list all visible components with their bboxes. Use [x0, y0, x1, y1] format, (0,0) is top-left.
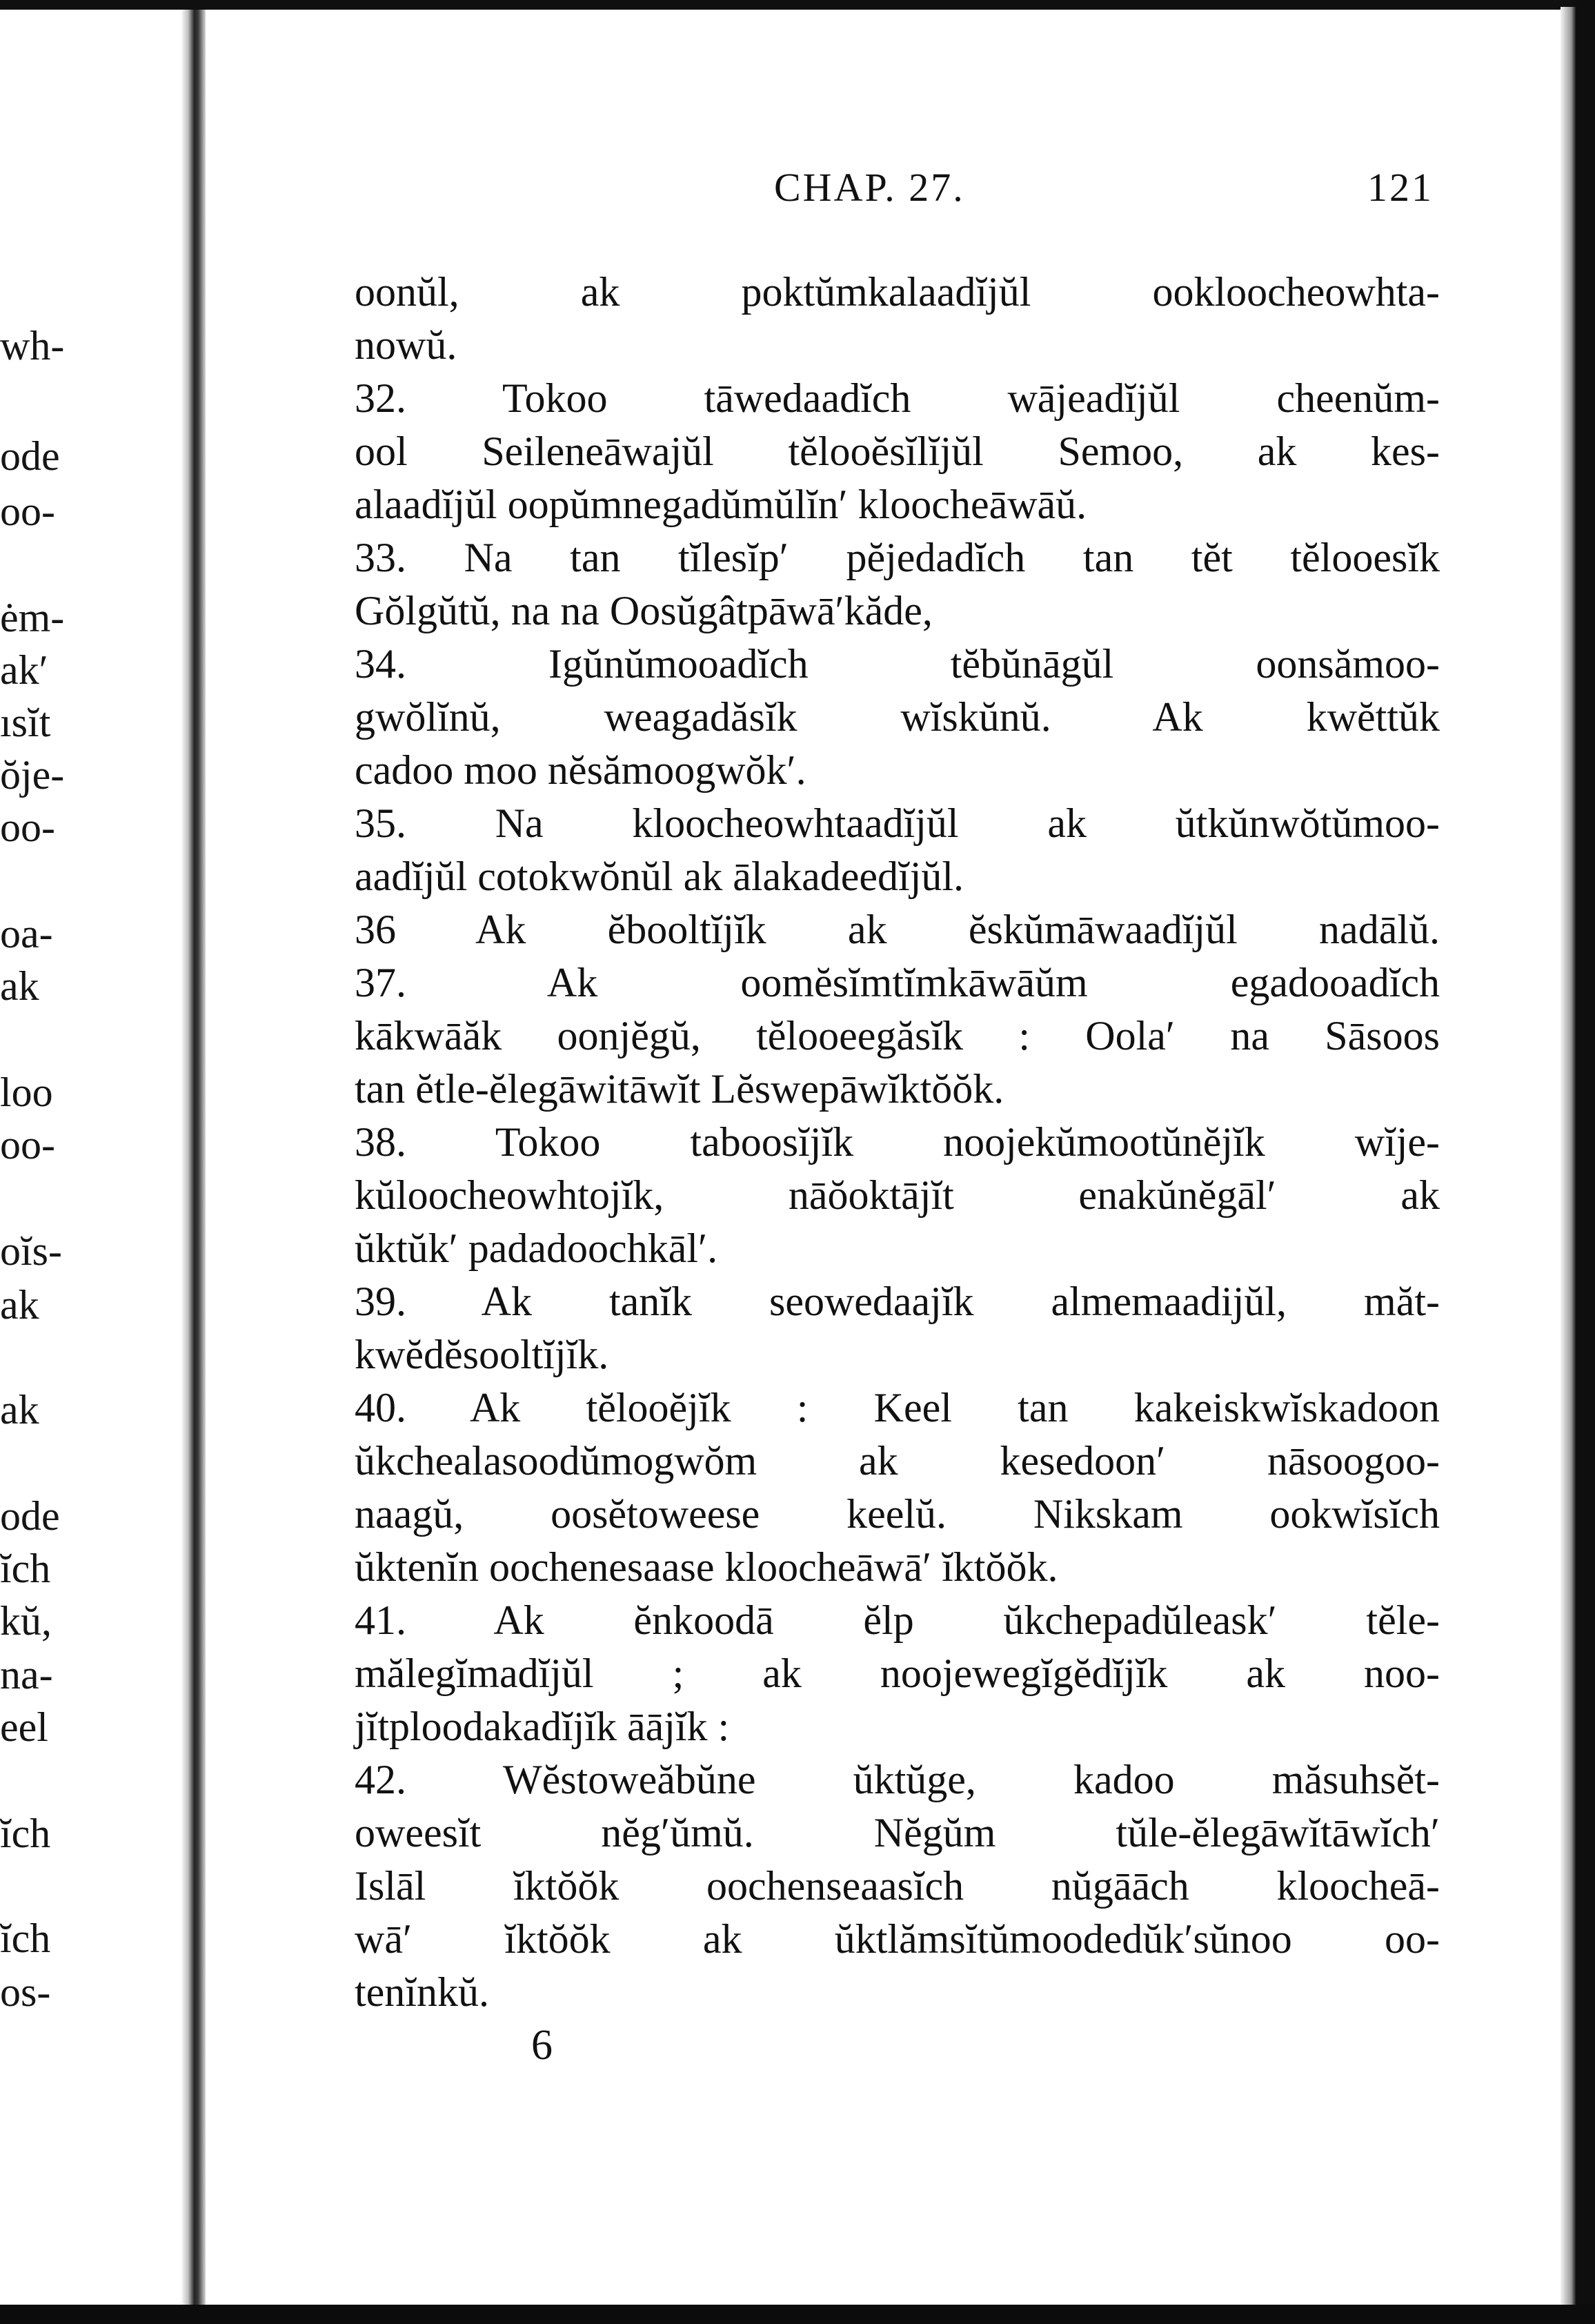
facing-page-fragment: kŭ,	[0, 1598, 52, 1644]
facing-page-fragment: ak′	[0, 647, 48, 693]
text-line: kŭloocheowhtojĭk, nāŏoktājĭt enakŭnĕgāl′ ak	[355, 1172, 1440, 1218]
text-line: ŭkchealasoodŭmogwŏm ak kesedoon′ nāsoogoo-	[355, 1438, 1440, 1484]
facing-page-fragment: oĭs-	[0, 1228, 62, 1274]
facing-page-fragment: ŏje-	[0, 752, 65, 798]
facing-page-fragment: ĭch	[0, 1546, 51, 1591]
page-number: 121	[1367, 165, 1434, 210]
scan-edge-bottom	[0, 2305, 1595, 2324]
facing-page-fragment: ode	[0, 433, 60, 479]
text-line: kākwāăk oonjĕgŭ, tĕlooeegăsĭk : Oola′ na Sāsoos	[355, 1013, 1440, 1058]
text-line: 36 Ak ĕbooltĭjĭk ak ĕskŭmāwaadĭjŭl nadālŭ.	[355, 907, 1440, 952]
facing-page-fragment: os-	[0, 1969, 51, 2015]
text-line: ŭktenĭn oochenesaase kloocheāwā′ ĭktŏŏk.	[355, 1544, 1058, 1590]
facing-page-strip	[0, 10, 186, 2305]
facing-page-fragment: ısĭt	[0, 700, 51, 745]
facing-page-fragment: ĭch	[0, 1811, 51, 1856]
text-line: oweesĭt nĕg′ŭmŭ. Nĕgŭm tŭle-ĕlegāwĭtāwĭch′	[355, 1810, 1440, 1855]
text-line: tenĭnkŭ.	[355, 1969, 489, 2015]
text-line: Gŏlgŭtŭ, na na Oosŭgâtpāwā′kăde,	[355, 588, 933, 633]
facing-page-fragment: oa-	[0, 911, 53, 956]
facing-page-fragment: oo-	[0, 1122, 55, 1168]
facing-page-fragment: oo-	[0, 805, 55, 850]
signature-mark: 6	[531, 2022, 553, 2069]
facing-page-fragment: ode	[0, 1493, 60, 1539]
text-line: 41. Ak ĕnkoodā ĕlp ŭkchepadŭleask′ tĕle-	[355, 1597, 1440, 1643]
text-line: mălegĭmadĭjŭl ; ak noojewegĭgĕdĭjĭk ak noo-	[355, 1651, 1440, 1696]
page-edge-shadow	[1561, 7, 1576, 2308]
text-line: 39. Ak tanĭk seowedaajĭk almemaadijŭl, măt-	[355, 1279, 1440, 1324]
facing-page-fragment: ėm-	[0, 595, 65, 640]
text-line: 42. Wĕstoweăbŭne ŭktŭge, kadoo măsuhsĕt-	[355, 1757, 1440, 1802]
facing-page-fragment: oo-	[0, 489, 55, 534]
facing-page-fragment: loo	[0, 1070, 53, 1115]
text-line: cadoo moo nĕsămoogwŏk′.	[355, 747, 806, 793]
text-line: Islāl ĭktŏŏk oochenseaasĭch nŭgāāch kloocheā-	[355, 1863, 1440, 1909]
text-line: nowŭ.	[355, 322, 457, 368]
text-line: jĭtploodakadĭjĭk āājĭk :	[355, 1704, 730, 1749]
facing-page-fragment: eel	[0, 1704, 48, 1750]
facing-page-fragment: ak	[0, 1387, 39, 1432]
facing-page-fragment: na-	[0, 1652, 53, 1697]
text-line: 32. Tokoo tāwedaadĭch wājeadĭjŭl cheenŭm-	[355, 375, 1440, 421]
text-line: 40. Ak tĕlooĕjĭk : Keel tan kakeiskwĭskadoon	[355, 1385, 1440, 1430]
text-line: naagŭ, oosĕtoweese keelŭ. Nikskam ookwĭsĭch	[355, 1491, 1440, 1537]
text-line: 33. Na tan tĭlesĭp′ pĕjedadĭch tan tĕt tĕlooesĭk	[355, 535, 1440, 580]
book-gutter	[181, 10, 206, 2305]
text-line: tan ĕtle-ĕlegāwitāwĭt Lĕswepāwĭktŏŏk.	[355, 1066, 1004, 1112]
text-line: aadĭjŭl cotokwŏnŭl ak ālakadeedĭjŭl.	[355, 854, 964, 899]
scan-edge-right	[1576, 0, 1595, 2324]
facing-page-fragment: ak	[0, 1282, 39, 1328]
text-line: ŭktŭk′ padadoochkāl′.	[355, 1225, 718, 1271]
text-line: oonŭl, ak poktŭmkalaadĭjŭl ookloocheowhta-	[355, 269, 1440, 315]
text-line: wā′ ĭktŏŏk ak ŭktlămsĭtŭmoodedŭk′sŭnoo oo-	[355, 1916, 1440, 1962]
text-line: ool Seileneāwajŭl tĕlooĕsĭlĭjŭl Semoo, ak kes-	[355, 429, 1440, 474]
text-line: 37. Ak oomĕsĭmtĭmkāwāŭm egadooadĭch	[355, 960, 1440, 1005]
text-line: 35. Na kloocheowhtaadĭjŭl ak ŭtkŭnwŏtŭmoo-	[355, 800, 1440, 846]
facing-page-fragment: wh-	[0, 323, 65, 368]
text-line: kwĕdĕsooltĭjĭk.	[355, 1332, 609, 1377]
text-line: 34. Igŭnŭmooadĭch tĕbŭnāgŭl oonsămoo-	[355, 641, 1440, 687]
text-line: gwŏlĭnŭ, weagadăsĭk wĭskŭnŭ. Ak kwĕttŭk	[355, 694, 1440, 740]
body-text	[355, 266, 1440, 2072]
running-head: CHAP. 27.	[774, 165, 965, 210]
text-line: alaadĭjŭl oopŭmnegadŭmŭlĭn′ kloocheāwāŭ.	[355, 482, 1087, 527]
facing-page-fragment: ak	[0, 963, 39, 1009]
text-line: 38. Tokoo taboosĭjĭk noojekŭmootŭnĕjĭk wĭje-	[355, 1119, 1440, 1165]
scan-edge-top	[0, 0, 1595, 10]
facing-page-fragment: ĭch	[0, 1916, 51, 1961]
